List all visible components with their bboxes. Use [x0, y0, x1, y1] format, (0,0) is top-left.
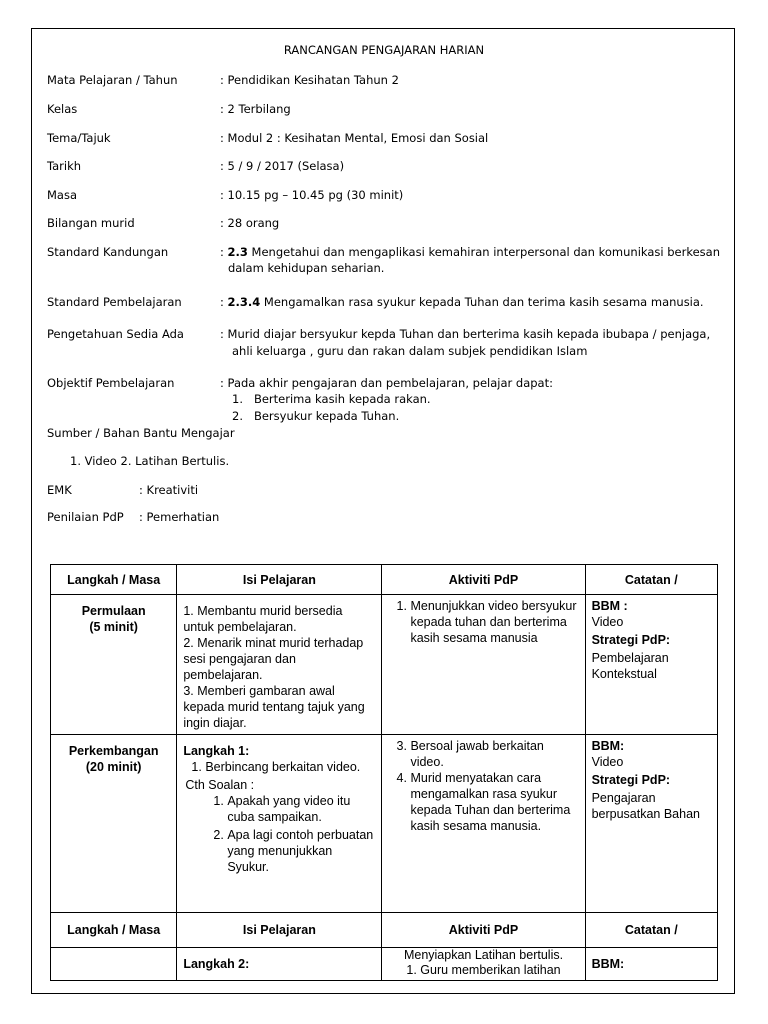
bbm-label: BBM :: [591, 599, 628, 613]
standard-pembelajaran-code: 2.3.4: [227, 295, 261, 309]
aktiviti-item: 1. Menunjukkan video bersyukur kepada tuhan dan berterima kasih sesama manusia: [410, 598, 578, 646]
step-time: (5 minit): [89, 620, 138, 634]
aktiviti-cell: [382, 948, 585, 981]
table-row: [51, 735, 718, 913]
step-name: Perkembangan: [68, 744, 159, 758]
standard-kandungan-text-line2: dalam kehidupan seharian.: [228, 261, 385, 275]
isi-cell: [177, 735, 382, 913]
field-label-bilangan-murid: Bilangan murid: [47, 216, 135, 230]
langkah-list: [183, 759, 375, 775]
bbm-value: Video: [591, 755, 624, 769]
field-label-emk: EMK: [47, 483, 72, 497]
aktiviti-line: Menyiapkan Latihan bertulis.: [403, 948, 564, 962]
field-value-tarikh: : 5 / 9 / 2017 (Selasa): [220, 159, 345, 173]
strategi-value: Pembelajaran Kontekstual: [591, 651, 669, 681]
field-label-kelas: Kelas: [47, 102, 78, 116]
header-aktiviti-pdp: Aktiviti PdP: [382, 913, 585, 948]
aktiviti-list: [388, 598, 578, 646]
field-value-standard-kandungan: [220, 245, 720, 259]
langkah-label: Langkah 2:: [183, 957, 250, 971]
cth-soalan-label: Cth Soalan :: [185, 778, 255, 792]
field-label-sumber: Sumber / Bahan Bantu Mengajar: [47, 426, 235, 440]
catatan-cell: [585, 948, 717, 981]
field-label-pengetahuan: Pengetahuan Sedia Ada: [47, 327, 184, 341]
header-isi-pelajaran: Isi Pelajaran: [177, 913, 382, 948]
catatan-cell: [585, 595, 717, 735]
table-header-row-repeat: [51, 913, 718, 948]
bbm-value: Video: [591, 615, 624, 629]
isi-item: 3. Memberi gambaran awal kepada murid tentang tajuk yang ingin diajar.: [183, 684, 365, 730]
field-value-masa: : 10.15 pg – 10.45 pg (30 minit): [220, 188, 404, 202]
aktiviti-cell: [382, 595, 585, 735]
lesson-activity-table: [50, 564, 718, 981]
field-label-standard-pembelajaran: Standard Pembelajaran: [47, 295, 182, 309]
header-catatan: Catatan /: [585, 565, 717, 595]
objektif-intro: : Pada akhir pengajaran dan pembelajaran, pelajar dapat:: [220, 376, 553, 390]
aktiviti-item: 4. Murid menyatakan cara mengamalkan rasa syukur kepada Tuhan dan berterima kasih sesama manusia.: [410, 770, 578, 834]
table-row: [51, 595, 718, 735]
field-value-tema: : Modul 2 : Kesihatan Mental, Emosi dan Sosial: [220, 131, 489, 145]
isi-item: 1. Membantu murid bersedia untuk pembelajaran.: [183, 604, 343, 634]
strategi-label: Strategi PdP:: [591, 773, 671, 787]
step-time: (20 minit): [85, 760, 142, 774]
aktiviti-list: [388, 738, 578, 834]
soalan-item: 1. Apakah yang video itu cuba sampaikan.: [227, 793, 375, 825]
field-label-tema: Tema/Tajuk: [47, 131, 111, 145]
strategi-value: Pengajaran berpusatkan Bahan: [591, 791, 700, 821]
table-row: [51, 948, 718, 981]
field-value-standard-pembelajaran: [220, 295, 704, 309]
standard-kandungan-text: Mengetahui dan mengaplikasi kemahiran interpersonal dan komunikasi berkesan: [247, 245, 720, 259]
colon: :: [220, 295, 228, 309]
field-label-standard-kandungan: Standard Kandungan: [47, 245, 169, 259]
objektif-item-text: Bersyukur kepada Tuhan.: [253, 409, 400, 423]
langkah-label: Langkah 1:: [183, 744, 250, 758]
pengetahuan-line2: ahli keluarga , guru dan rakan dalam subjek pendidikan Islam: [232, 344, 588, 358]
table-header-row: [51, 565, 718, 595]
step-cell: [51, 948, 177, 981]
field-label-masa: Masa: [47, 188, 78, 202]
isi-item: 2. Menarik minat murid terhadap sesi pengajaran dan pembelajaran.: [183, 636, 364, 682]
aktiviti-item: 3. Bersoal jawab berkaitan video.: [410, 738, 578, 770]
aktiviti-cell: [382, 735, 585, 913]
header-catatan: Catatan /: [585, 913, 717, 948]
step-cell: [51, 735, 177, 913]
field-label-penilaian: Penilaian PdP: [47, 510, 124, 524]
field-value-kelas: : 2 Terbilang: [220, 102, 291, 116]
objektif-item-1: 1. Berterima kasih kepada rakan.: [232, 392, 431, 406]
colon: :: [220, 245, 228, 259]
field-label-mata-pelajaran: Mata Pelajaran / Tahun: [47, 73, 178, 87]
objektif-item-2: 2. Bersyukur kepada Tuhan.: [232, 409, 400, 423]
step-name: Permulaan: [81, 604, 146, 618]
field-value-bilangan-murid: : 28 orang: [220, 216, 280, 230]
standard-pembelajaran-text: Mengamalkan rasa syukur kepada Tuhan dan terima kasih sesama manusia.: [260, 295, 704, 309]
bbm-label: BBM:: [591, 957, 625, 971]
header-aktiviti-pdp: Aktiviti PdP: [382, 565, 585, 595]
standard-kandungan-code: 2.3: [227, 245, 248, 259]
isi-cell: [177, 595, 382, 735]
aktiviti-line: 1. Guru memberikan latihan: [406, 963, 561, 977]
field-value-emk: : Kreativiti: [139, 483, 199, 497]
catatan-cell: [585, 735, 717, 913]
soalan-list: [183, 793, 375, 875]
field-label-objektif: Objektif Pembelajaran: [47, 376, 175, 390]
sumber-items: 1. Video 2. Latihan Bertulis.: [70, 454, 230, 468]
step-cell: [51, 595, 177, 735]
field-value-penilaian: : Pemerhatian: [139, 510, 220, 524]
strategi-label: Strategi PdP:: [591, 633, 671, 647]
pengetahuan-line1: : Murid diajar bersyukur kepda Tuhan dan berterima kasih kepada ibubapa / penjaga,: [220, 327, 711, 341]
soalan-item: 2. Apa lagi contoh perbuatan yang menunjukkan Syukur.: [227, 827, 375, 875]
field-label-tarikh: Tarikh: [47, 159, 82, 173]
header-langkah-masa: Langkah / Masa: [51, 565, 177, 595]
header-langkah-masa: Langkah / Masa: [51, 913, 177, 948]
isi-cell: [177, 948, 382, 981]
header-isi-pelajaran: Isi Pelajaran: [177, 565, 382, 595]
langkah-item: 1. Berbincang berkaitan video.: [205, 759, 375, 775]
document-title: RANCANGAN PENGAJARAN HARIAN: [283, 43, 485, 57]
bbm-label: BBM:: [591, 739, 625, 753]
field-value-mata-pelajaran: : Pendidikan Kesihatan Tahun 2: [220, 73, 399, 87]
objektif-item-text: Berterima kasih kepada rakan.: [253, 392, 431, 406]
